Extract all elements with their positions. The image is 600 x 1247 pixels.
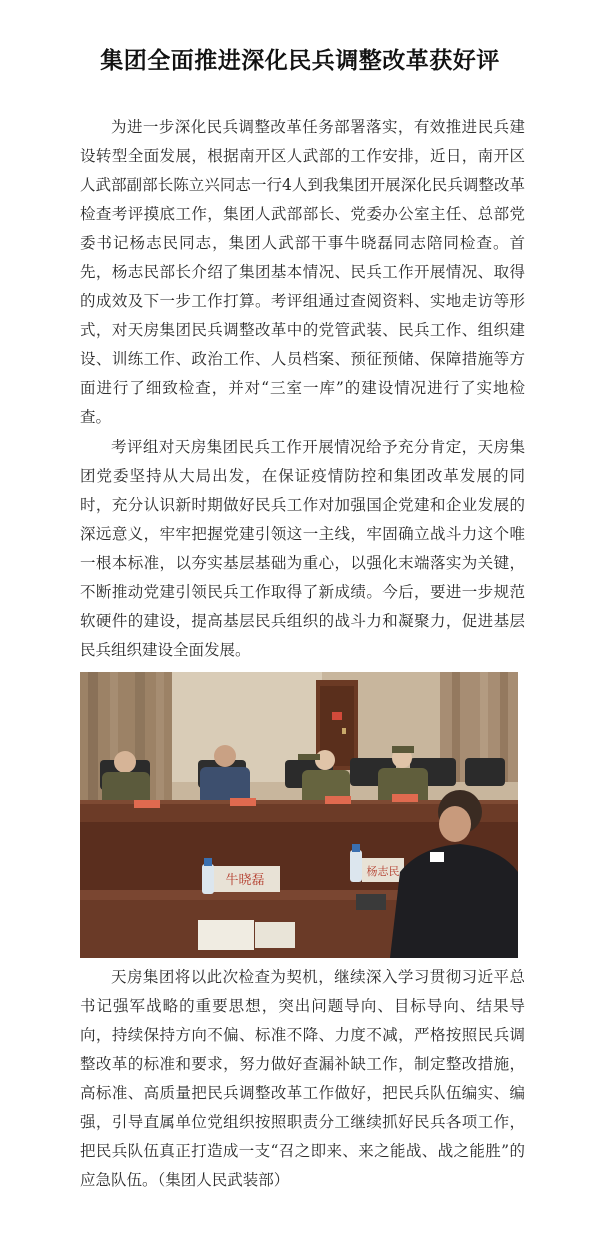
- paragraph-2: 考评组对天房集团民兵工作开展情况给予充分肯定，天房集团党委坚持从大局出发，在保证疫情防控和集团改革发展的同时，充分认识新时期做好民兵工作对加强国企党建和企业发展的深远意义，牢牢把握党建引领这一主线，牢固确立战斗力这个唯一根本标准，以夯实基层基础为重心，以强化末端落实为关键，不断推动党建引领民兵工作取得了新成绩。今后，要进一步规范软硬件的建设，提高基层民兵组织的战斗力和凝聚力，促进基层民兵组织建设全面发展。: [80, 438, 525, 659]
- paragraph-3: 天房集团将以此次检查为契机，继续深入学习贯彻习近平总书记强军战略的重要思想，突出问题导向、目标导向、结果导向，持续保持方向不偏、标准不降、力度不减，严格按照民兵调整改革的标准和要求，努力做好查漏补缺工作，制定整改措施，高标准、高质量把民兵调整改革工作做好，把民兵队伍编实、编强，引导直属单位党组织按照职责分工继续抓好民兵各项工作，把民兵队伍真正打造成一支“召之即来、来之能战、战之能胜”的应急队伍。（集团人民武装部）: [80, 968, 525, 1189]
- article-title: 集团全面推进深化民兵调整改革获好评: [100, 48, 500, 74]
- name-card-1-label: 牛晓磊: [225, 873, 265, 888]
- paragraph-1: 为进一步深化民兵调整改革任务部署落实，有效推进民兵建设转型全面发展，根据南开区人武部的工作安排，近日，南开区人武部副部长陈立兴同志一行4人到我集团开展深化民兵调整改革检查考评摸底工作，集团人武部部长、党委办公室主任、总部党委书记杨志民同志，集团人武部干事牛晓磊同志陪同检查。首先，杨志民部长介绍了集团基本情况、民兵工作开展情况、取得的成效及下一步工作打算。考评组通过查阅资料、实地走访等形式，对天房集团民兵调整改革中的党管武装、民兵工作、组织建设、训练工作、政治工作、人员档案、预征预储、保障措施等方面进行了细致检查，并对“三室一库”的建设情况进行了实地检查。: [80, 118, 525, 426]
- meeting-photo: [80, 672, 518, 958]
- name-card-1: [210, 866, 280, 892]
- name-card-2-label: 杨志民: [366, 865, 400, 878]
- name-card-2: [362, 858, 404, 882]
